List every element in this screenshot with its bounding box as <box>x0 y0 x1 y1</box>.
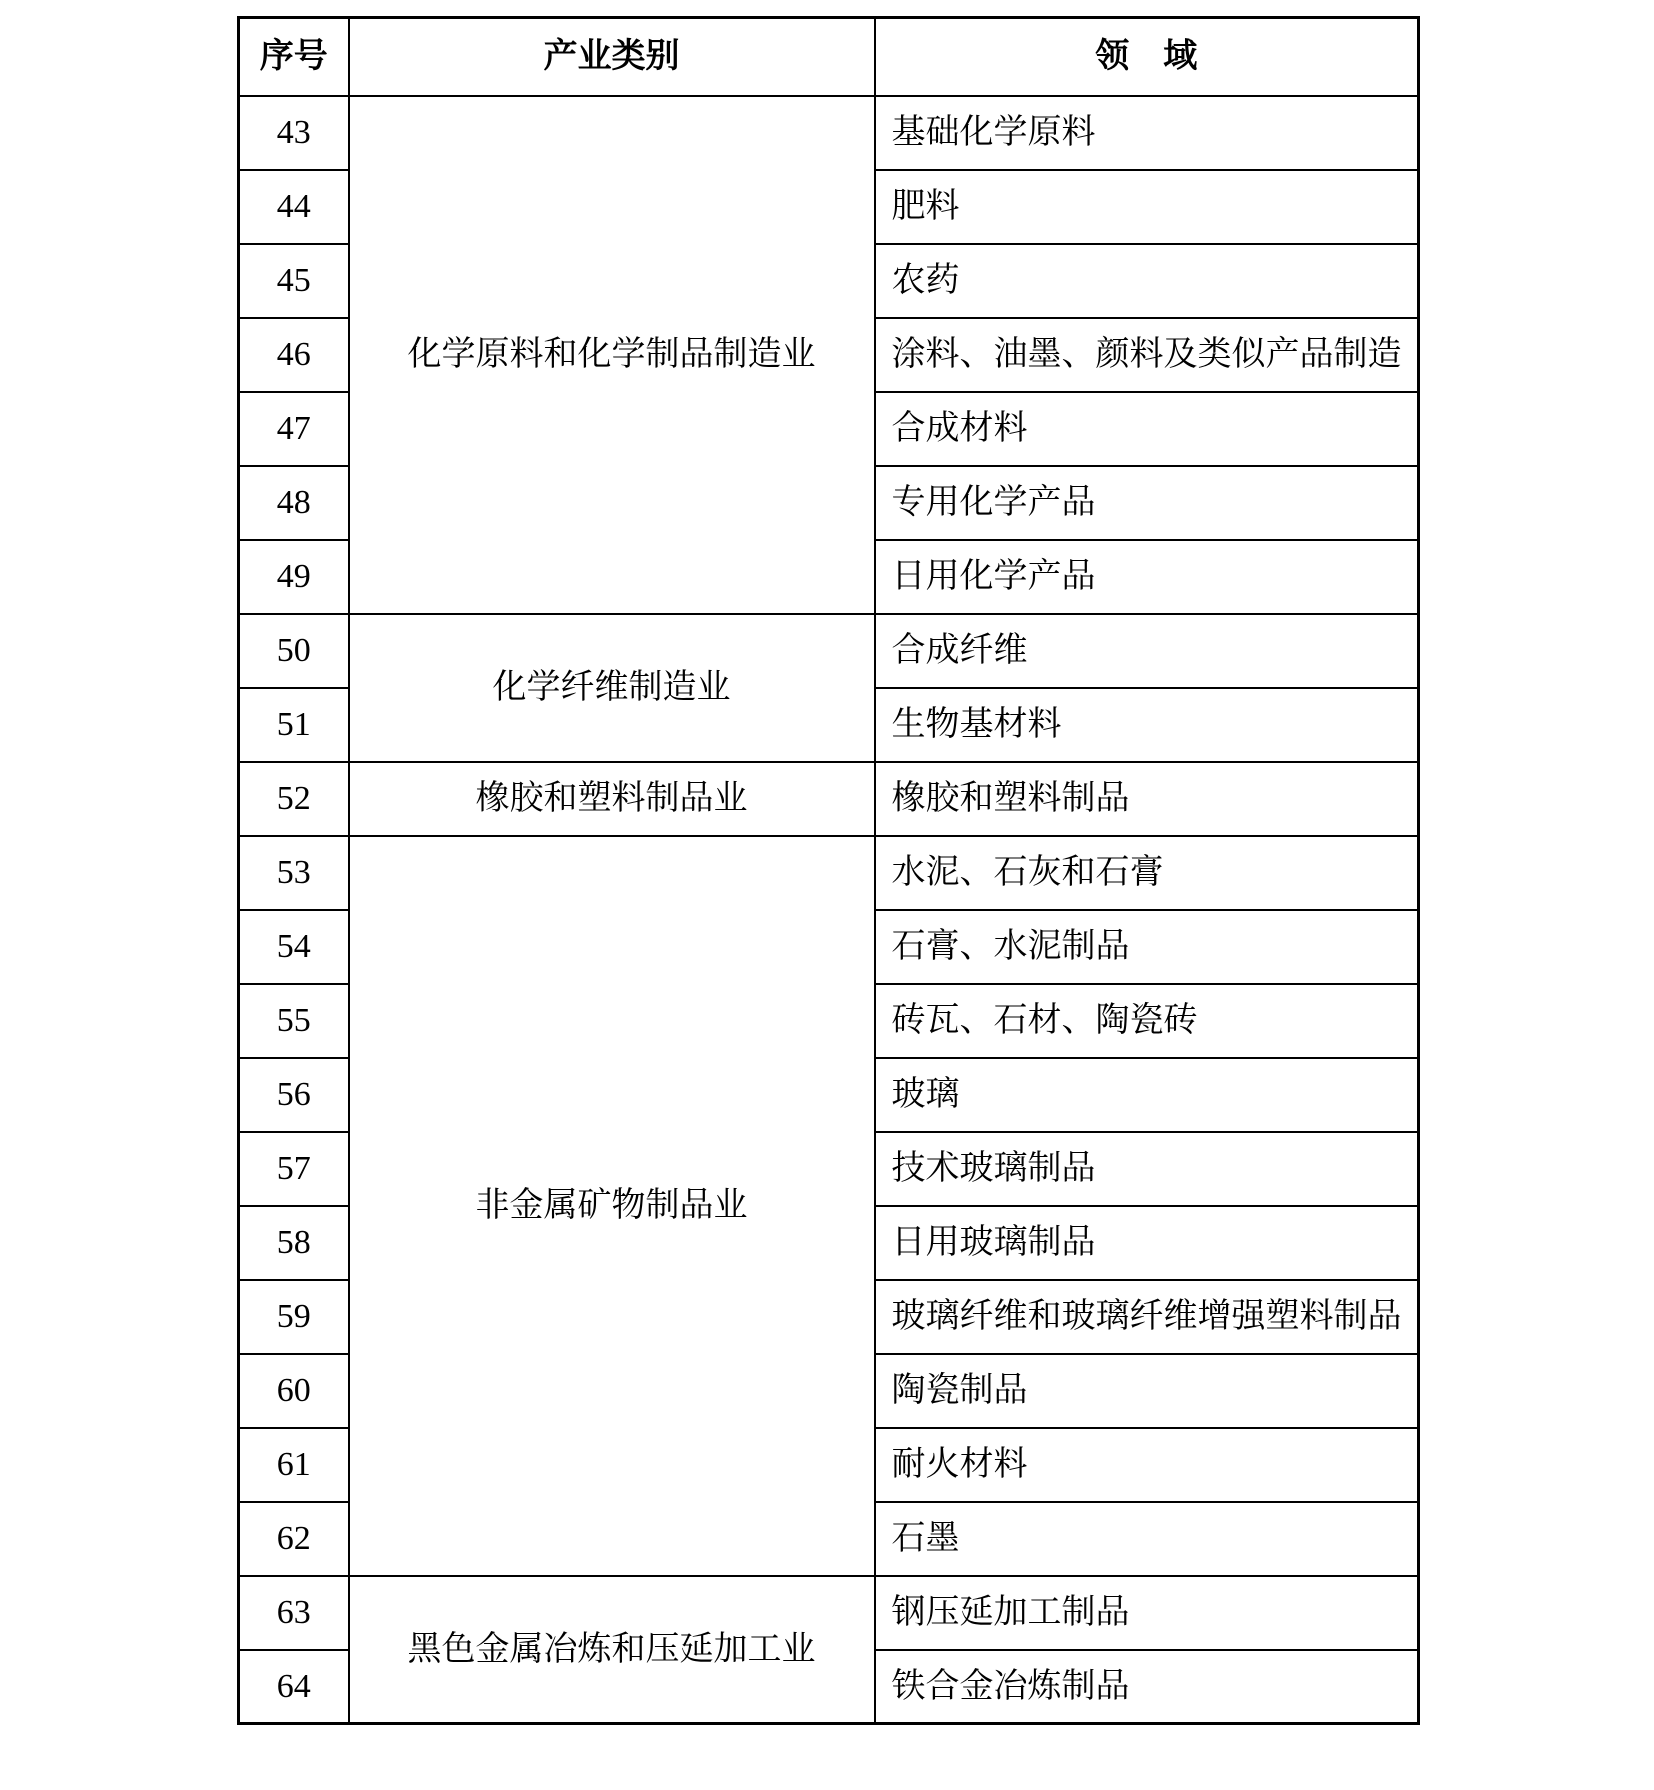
header-no: 序号 <box>239 18 349 96</box>
field-cell: 石墨 <box>875 1502 1419 1576</box>
table-body <box>239 96 1419 1724</box>
row-number-cell: 55 <box>239 984 349 1058</box>
field-cell: 日用化学产品 <box>875 540 1419 614</box>
field-cell: 肥料 <box>875 170 1419 244</box>
row-number-cell: 52 <box>239 762 349 836</box>
row-number-cell: 63 <box>239 1576 349 1650</box>
row-number-cell: 51 <box>239 688 349 762</box>
field-cell: 日用玻璃制品 <box>875 1206 1419 1280</box>
row-number-cell: 47 <box>239 392 349 466</box>
row-number-cell: 49 <box>239 540 349 614</box>
field-cell: 耐火材料 <box>875 1428 1419 1502</box>
row-number-cell: 57 <box>239 1132 349 1206</box>
row-number-cell: 60 <box>239 1354 349 1428</box>
field-cell: 生物基材料 <box>875 688 1419 762</box>
field-cell: 专用化学产品 <box>875 466 1419 540</box>
row-number-cell: 46 <box>239 318 349 392</box>
category-cell: 化学原料和化学制品制造业 <box>349 96 875 614</box>
category-cell: 橡胶和塑料制品业 <box>349 762 875 836</box>
field-cell: 玻璃纤维和玻璃纤维增强塑料制品 <box>875 1280 1419 1354</box>
field-cell: 技术玻璃制品 <box>875 1132 1419 1206</box>
header-field: 领 域 <box>875 18 1419 96</box>
field-cell: 涂料、油墨、颜料及类似产品制造 <box>875 318 1419 392</box>
table-header-row <box>239 18 1419 96</box>
row-number-cell: 62 <box>239 1502 349 1576</box>
table-row <box>239 1576 1419 1650</box>
field-cell: 石膏、水泥制品 <box>875 910 1419 984</box>
field-cell: 橡胶和塑料制品 <box>875 762 1419 836</box>
field-cell: 农药 <box>875 244 1419 318</box>
row-number-cell: 61 <box>239 1428 349 1502</box>
table-row <box>239 614 1419 688</box>
field-cell: 铁合金冶炼制品 <box>875 1650 1419 1724</box>
row-number-cell: 58 <box>239 1206 349 1280</box>
row-number-cell: 59 <box>239 1280 349 1354</box>
row-number-cell: 56 <box>239 1058 349 1132</box>
field-cell: 砖瓦、石材、陶瓷砖 <box>875 984 1419 1058</box>
row-number-cell: 48 <box>239 466 349 540</box>
table-row <box>239 762 1419 836</box>
row-number-cell: 44 <box>239 170 349 244</box>
field-cell: 水泥、石灰和石膏 <box>875 836 1419 910</box>
field-cell: 基础化学原料 <box>875 96 1419 170</box>
row-number-cell: 53 <box>239 836 349 910</box>
category-cell: 黑色金属冶炼和压延加工业 <box>349 1576 875 1724</box>
category-cell: 非金属矿物制品业 <box>349 836 875 1576</box>
table-row <box>239 836 1419 910</box>
row-number-cell: 43 <box>239 96 349 170</box>
header-category: 产业类别 <box>349 18 875 96</box>
row-number-cell: 45 <box>239 244 349 318</box>
field-cell: 玻璃 <box>875 1058 1419 1132</box>
field-cell: 钢压延加工制品 <box>875 1576 1419 1650</box>
category-cell: 化学纤维制造业 <box>349 614 875 762</box>
row-number-cell: 50 <box>239 614 349 688</box>
industry-table <box>237 16 1420 1725</box>
field-cell: 合成材料 <box>875 392 1419 466</box>
field-cell: 合成纤维 <box>875 614 1419 688</box>
row-number-cell: 64 <box>239 1650 349 1724</box>
field-cell: 陶瓷制品 <box>875 1354 1419 1428</box>
table-row <box>239 96 1419 170</box>
row-number-cell: 54 <box>239 910 349 984</box>
